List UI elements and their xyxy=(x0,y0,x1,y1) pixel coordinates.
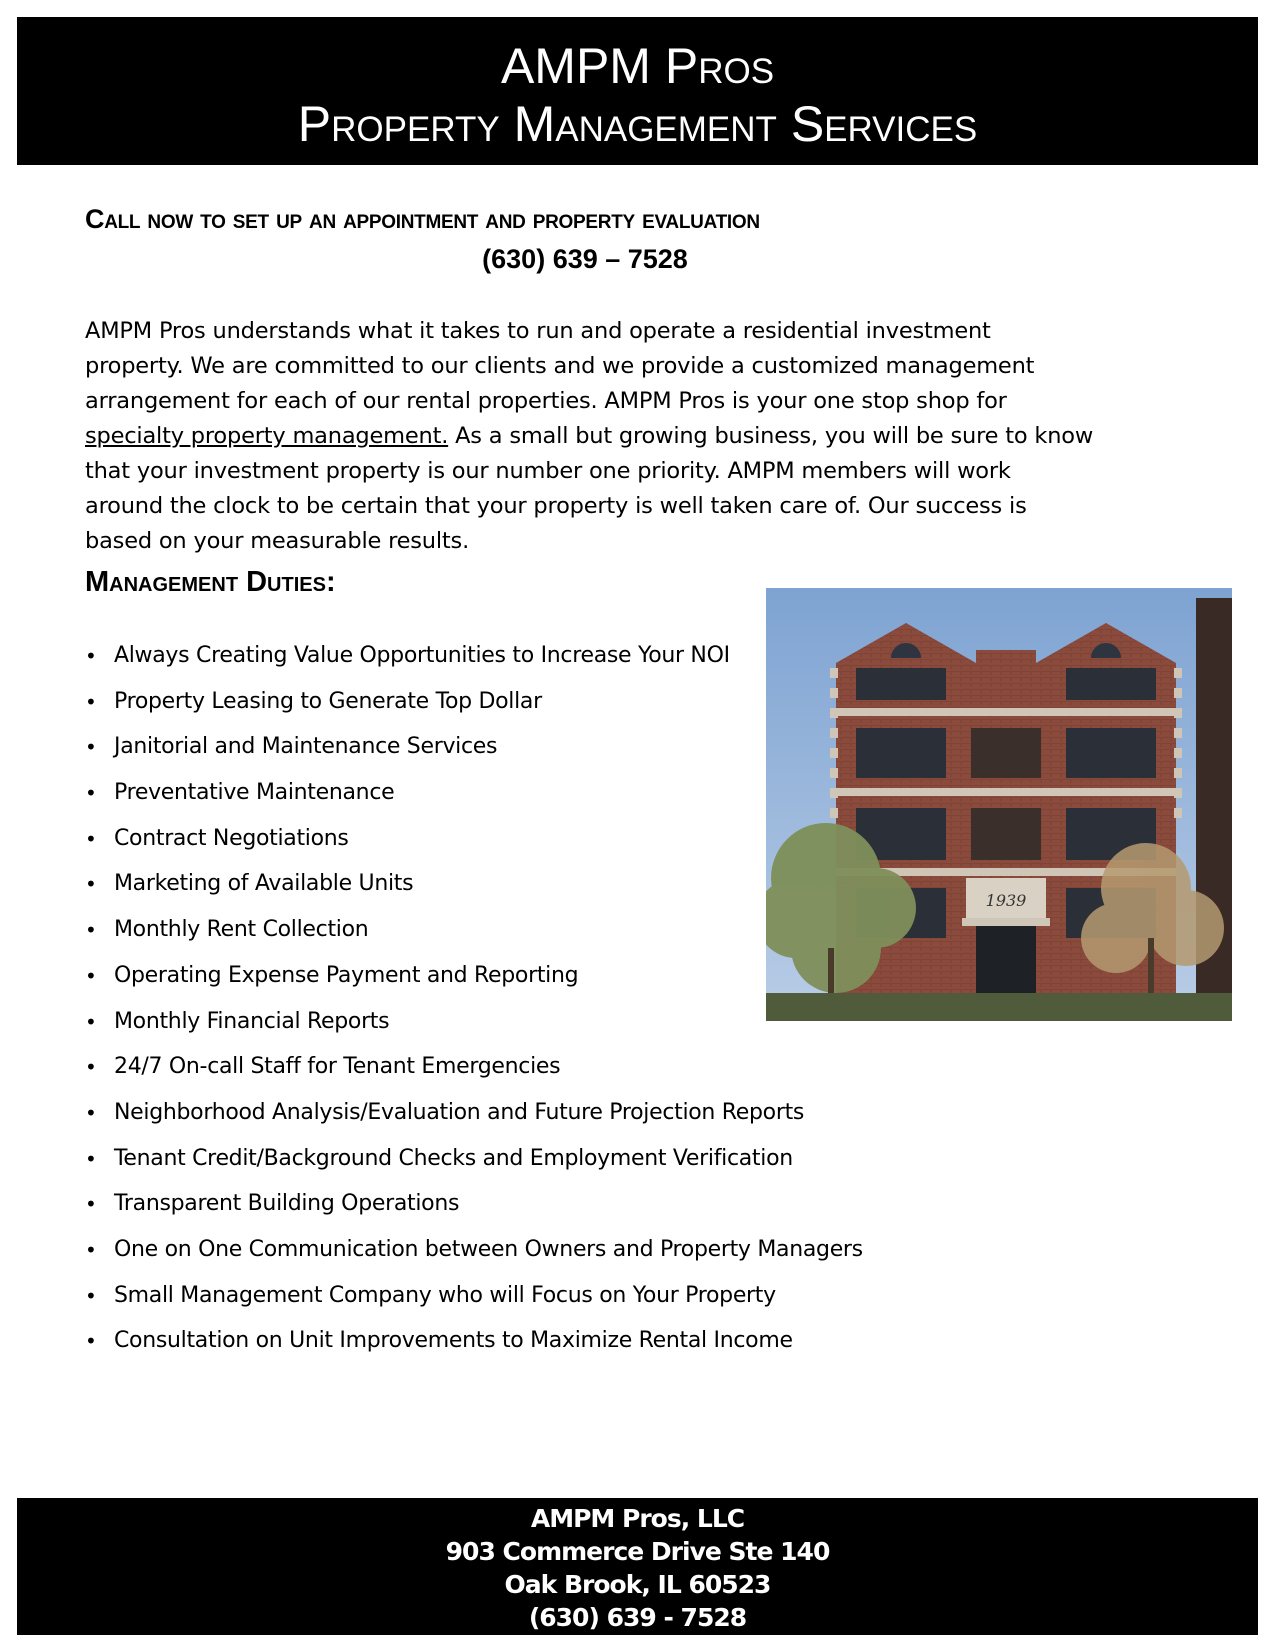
duty-item xyxy=(85,1093,865,1139)
building-number: 1939 xyxy=(985,891,1027,910)
duty-text: Consultation on Unit Improvements to Maximize Rental Income xyxy=(114,1328,793,1354)
duties-heading: Management Duties: xyxy=(85,566,336,598)
bullet-icon: • xyxy=(85,1100,97,1125)
bullet-icon: • xyxy=(85,1146,97,1171)
duty-item xyxy=(85,819,865,865)
bullet-icon: • xyxy=(85,735,97,760)
bullet-icon: • xyxy=(85,689,97,714)
duty-item xyxy=(85,1276,865,1322)
call-to-action: Call now to set up an appointment and property evaluation xyxy=(85,204,760,234)
duty-item xyxy=(85,956,865,1002)
bullet-icon: • xyxy=(85,781,97,806)
footer-street: 903 Commerce Drive Ste 140 xyxy=(445,1537,830,1566)
duty-text: Contract Negotiations xyxy=(114,825,349,851)
bullet-icon: • xyxy=(85,1329,97,1354)
building-illustration xyxy=(766,588,1232,1021)
duty-text: Monthly Rent Collection xyxy=(114,917,369,943)
duty-text: Marketing of Available Units xyxy=(114,871,414,897)
cta-phone-number[interactable]: (630) 639 – 7528 xyxy=(482,244,688,274)
company-name: AMPM Pros xyxy=(500,38,775,94)
duty-item xyxy=(85,636,865,682)
footer-company: AMPM Pros, LLC xyxy=(530,1504,745,1533)
bullet-icon: • xyxy=(85,1192,97,1217)
duty-item xyxy=(85,1184,865,1230)
duty-item xyxy=(85,1047,865,1093)
header-banner xyxy=(17,17,1258,165)
duty-item xyxy=(85,1321,865,1367)
bullet-icon: • xyxy=(85,1009,97,1034)
specialty-management-link[interactable]: specialty property management. xyxy=(85,423,449,449)
footer-banner xyxy=(17,1498,1258,1635)
intro-text-start: AMPM Pros understands what it takes to run and operate a residential investment property. We are committed to our clients and we provide a customized management arrangement for each of our rental properties. AMPM Pros is your one stop shop for xyxy=(85,318,1035,414)
duty-item xyxy=(85,727,865,773)
duty-item xyxy=(85,682,865,728)
intro-text-end: As a small but growing business, you will be sure to know that your investment property is our number one priority. AMPM members will work around the clock to be certain that your property is well taken care of. Our success is based on your measurable results. xyxy=(85,423,1094,554)
duty-text: Always Creating Value Opportunities to Increase Your NOI xyxy=(114,643,730,668)
duty-item xyxy=(85,1230,865,1276)
footer-city: Oak Brook, IL 60523 xyxy=(504,1570,771,1599)
bullet-icon: • xyxy=(85,1283,97,1308)
duty-text: One on One Communication between Owners and Property Managers xyxy=(114,1236,863,1262)
duty-item xyxy=(85,864,865,910)
building-photo xyxy=(766,588,1232,1021)
bullet-icon: • xyxy=(85,644,97,668)
bullet-icon: • xyxy=(85,918,97,943)
duty-item xyxy=(85,910,865,956)
duty-item xyxy=(85,1139,865,1185)
intro-paragraph xyxy=(85,314,1095,559)
duty-text: Janitorial and Maintenance Services xyxy=(114,734,498,760)
bullet-icon: • xyxy=(85,872,97,897)
page-title: Property Management Services xyxy=(297,96,978,152)
duty-text: Tenant Credit/Background Checks and Employment Verification xyxy=(114,1145,793,1171)
bullet-icon: • xyxy=(85,1237,97,1262)
duty-text: Operating Expense Payment and Reporting xyxy=(114,962,579,988)
duty-text: Monthly Financial Reports xyxy=(114,1008,390,1034)
duty-text: 24/7 On-call Staff for Tenant Emergencies xyxy=(114,1054,561,1080)
bullet-icon: • xyxy=(85,1055,97,1080)
duty-text: Small Management Company who will Focus on Your Property xyxy=(114,1282,776,1308)
duty-item xyxy=(85,1002,865,1048)
duty-text: Transparent Building Operations xyxy=(114,1191,460,1217)
footer-phone[interactable]: (630) 639 - 7528 xyxy=(528,1603,747,1632)
duty-text: Property Leasing to Generate Top Dollar xyxy=(114,688,542,714)
duties-list xyxy=(85,636,865,1367)
duty-text: Preventative Maintenance xyxy=(114,780,395,806)
duty-text: Neighborhood Analysis/Evaluation and Future Projection Reports xyxy=(114,1099,805,1125)
duty-item xyxy=(85,773,865,819)
bullet-icon: • xyxy=(85,963,97,988)
bullet-icon: • xyxy=(85,826,97,851)
